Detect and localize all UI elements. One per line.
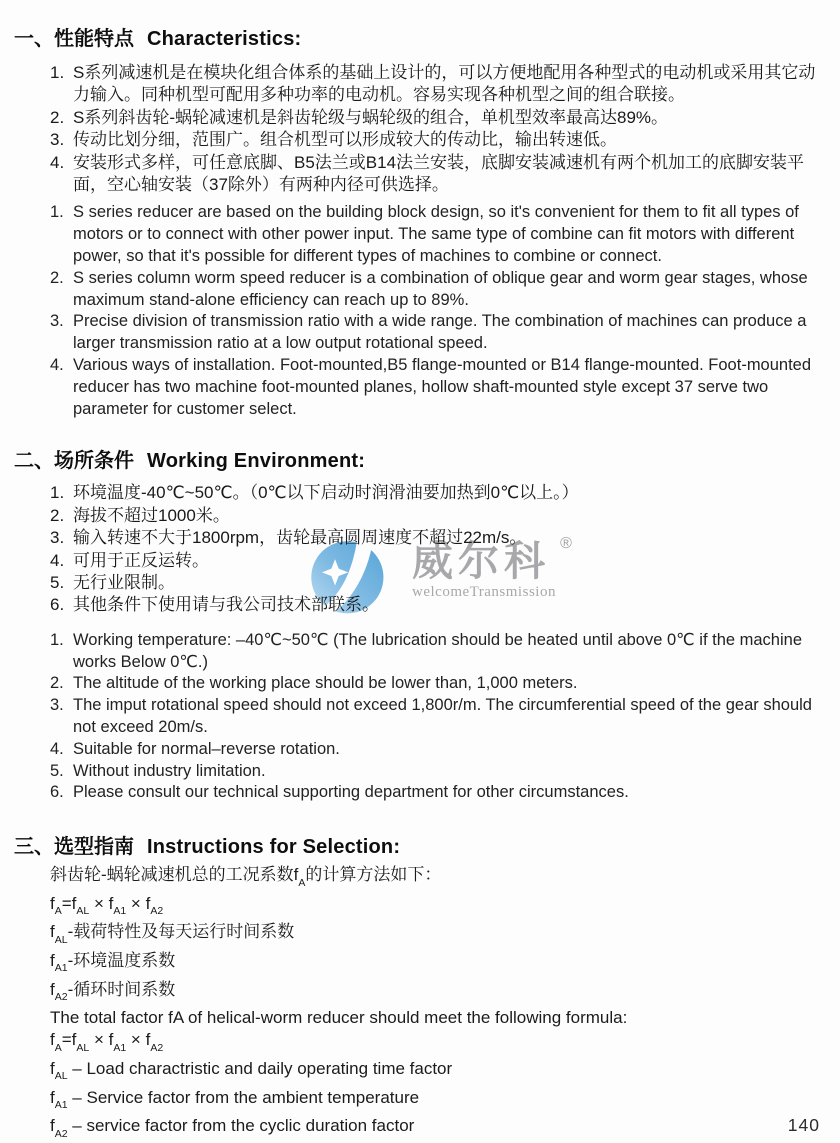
list-item xyxy=(50,673,830,695)
list-item-number: 6. xyxy=(50,595,65,615)
list-item-text: Various ways of installation. Foot-mounted,B5 flange-mounted or B14 flange-mounted. Foot-mounted reducer has two machine foot-mounted planes, hollow shaft-mounted style except 37 serve two parameter for customer select. xyxy=(73,356,812,418)
list-item xyxy=(50,129,830,151)
list-item-number: 4. xyxy=(50,739,64,758)
list-item-number: 2. xyxy=(50,505,65,525)
formula-line-text: The total factor fA of helical-worm reducer should meet the following formula: xyxy=(50,1008,628,1028)
list-item-text: 环境温度-40℃~50℃。（0℃以下启动时润滑油要加热到0℃以上。） xyxy=(73,483,579,503)
list-item xyxy=(50,630,830,674)
list-item-number: 5. xyxy=(50,573,65,593)
list-item xyxy=(50,572,830,594)
list-item-number: 3. xyxy=(50,130,65,150)
working-environment-list-cn xyxy=(50,482,830,616)
list-item-number: 1. xyxy=(50,630,64,649)
formula-line xyxy=(50,979,830,1008)
list-item-text: 其他条件下使用请与我公司技术部联系。 xyxy=(73,595,379,615)
list-item-text: S series column worm speed reducer is a combination of oblique gear and worm gear stages, whose maximum stand-alone efficiency can reach up to 89%. xyxy=(73,268,808,309)
list-item-number: 2. xyxy=(50,674,64,693)
list-item-text: 输入转速不大于1800rpm，齿轮最高圆周速度不超过22m/s。 xyxy=(73,528,527,548)
list-item xyxy=(50,202,830,267)
characteristics-list-en xyxy=(50,202,830,420)
working-environment-list-en xyxy=(50,630,830,804)
list-item-text: 安装形式多样，可任意底脚、B5法兰或B14法兰安装，底脚安装减速机有两个机加工的底脚安装平面，空心轴安装（37除外）有两种内径可供选择。 xyxy=(73,152,805,195)
brand-name-cn: 威尔科 xyxy=(412,537,550,585)
section-characteristics-heading xyxy=(14,0,840,52)
list-item-text: Precise division of transmission ratio with a wide range. The combination of machines can produce a larger transmission ratio at a low output rotational speed. xyxy=(73,312,807,353)
list-item-number: 3. xyxy=(50,528,65,548)
characteristics-list-cn xyxy=(50,62,830,196)
formula-line xyxy=(50,921,830,950)
heading-cn: 一、性能特点 xyxy=(14,28,134,50)
formula-line xyxy=(50,1007,830,1029)
list-item-text: The imput rotational speed should not exceed 1,800r/m. The circumferential speed of the gear should not exceed 20m/s. xyxy=(73,696,812,737)
list-item-number: 2. xyxy=(50,107,65,127)
list-item-text: Without industry limitation. xyxy=(73,761,266,780)
heading-en: Characteristics: xyxy=(147,28,302,50)
list-item-number: 1. xyxy=(50,483,65,503)
section-working-environment-heading xyxy=(14,420,840,474)
heading-en: Working Environment: xyxy=(147,450,366,473)
list-item-text: S系列斜齿轮-蜗轮减速机是斜齿轮级与蜗轮级的组合，单机型效率最高达89%。 xyxy=(73,107,669,127)
list-item-text: 可用于正反运转。 xyxy=(73,550,209,570)
list-item-text: 海拔不超过1000米。 xyxy=(73,505,230,525)
section-working-environment xyxy=(0,420,840,804)
heading-cn: 三、选型指南 xyxy=(14,836,134,859)
list-item xyxy=(50,594,830,616)
list-item xyxy=(50,268,830,312)
list-item xyxy=(50,550,830,572)
list-item-number: 6. xyxy=(50,783,64,802)
formula-line-text: $f_{A1}$ – Service factor from the ambient temperature xyxy=(50,1087,420,1111)
list-item-text: 无行业限制。 xyxy=(73,573,175,593)
list-item-number: 4. xyxy=(50,152,65,172)
list-item xyxy=(50,311,830,355)
list-item xyxy=(50,482,830,504)
heading-en: Instructions for Selection: xyxy=(147,836,401,859)
list-item xyxy=(50,761,830,783)
formula-line xyxy=(50,1058,830,1087)
formula-line-text: $f_A=f_{AL} \times f_{A1} \times f_{A2}$ xyxy=(50,893,164,918)
formula-line xyxy=(50,950,830,979)
list-item-number: 3. xyxy=(50,312,64,331)
formula-line-text: $f_{AL}$ – Load charactristic and daily operating time factor xyxy=(50,1058,453,1083)
list-item xyxy=(50,739,830,761)
list-item-text: S系列减速机是在模块化组合体系的基础上设计的，可以方便地配用各种型式的电动机或采用其它动力输入。同种机型可配用多种功率的电动机。容易实现各种机型之间的组合联接。 xyxy=(73,63,816,105)
list-item xyxy=(50,527,830,549)
list-item-text: Suitable for normal–reverse rotation. xyxy=(73,739,340,758)
section-selection-heading xyxy=(14,804,840,860)
list-item xyxy=(50,152,830,197)
list-item-number: 1. xyxy=(50,63,65,82)
selection-formula-lines xyxy=(50,864,830,1143)
formula-line-text: 斜齿轮-蜗轮减速机总的工况系数$f_A$的计算方法如下： xyxy=(50,865,442,889)
list-item xyxy=(50,355,830,420)
list-item-number: 4. xyxy=(50,356,64,375)
formula-line-text: $f_A=f_{AL} \times f_{A1} \times f_{A2}$ xyxy=(50,1030,164,1054)
list-item-number: 2. xyxy=(50,268,64,287)
formula-line-text: $f_{AL}-$载荷特性及每天运行时间系数 xyxy=(50,922,295,946)
formula-line-text: $f_{A2}-$循环时间系数 xyxy=(50,979,176,1003)
list-item-number: 3. xyxy=(50,696,64,715)
formula-line-text: $f_{A1}-$环境温度系数 xyxy=(50,951,176,975)
list-item-text: Please consult our technical supporting department for other circumstances. xyxy=(73,783,629,802)
list-item xyxy=(50,62,830,107)
list-item-text: The altitude of the working place should be lower than, 1,000 meters. xyxy=(73,674,578,693)
list-item-number: 4. xyxy=(50,550,65,570)
list-item-number: 1. xyxy=(50,203,64,222)
formula-line xyxy=(50,1115,830,1143)
list-item-number: 5. xyxy=(50,761,64,780)
list-item-text: S series reducer are based on the building block design, so it's convenient for them to fit all types of motors or to connect with other power input. The same type of combine can fit motors with different power, so that it's possible for different types of machines to combine or connect. xyxy=(73,203,799,266)
brand-name-en: welcomeTransmission xyxy=(412,584,556,600)
formula-line xyxy=(50,1029,830,1058)
registered-trademark-icon: ® xyxy=(560,535,572,552)
page-number: 140 xyxy=(787,1115,820,1135)
list-item-text: 传动比划分细，范围广。组合机型可以形成较大的传动比，输出转速低。 xyxy=(73,130,617,150)
list-item xyxy=(50,782,830,804)
list-item-text: Working temperature: –40℃~50℃ (The lubrication should be heated until above 0℃ if the machine works Below 0℃.) xyxy=(73,630,802,671)
list-item xyxy=(50,695,830,739)
formula-line xyxy=(50,1087,830,1116)
formula-line xyxy=(50,893,830,922)
formula-line xyxy=(50,864,830,893)
list-item xyxy=(50,505,830,527)
list-item xyxy=(50,107,830,129)
section-characteristics xyxy=(0,0,840,420)
heading-cn: 二、场所条件 xyxy=(14,450,134,473)
section-selection xyxy=(0,804,840,1143)
formula-line-text: $f_{A2}$ – service factor from the cyclic duration factor xyxy=(50,1116,415,1140)
